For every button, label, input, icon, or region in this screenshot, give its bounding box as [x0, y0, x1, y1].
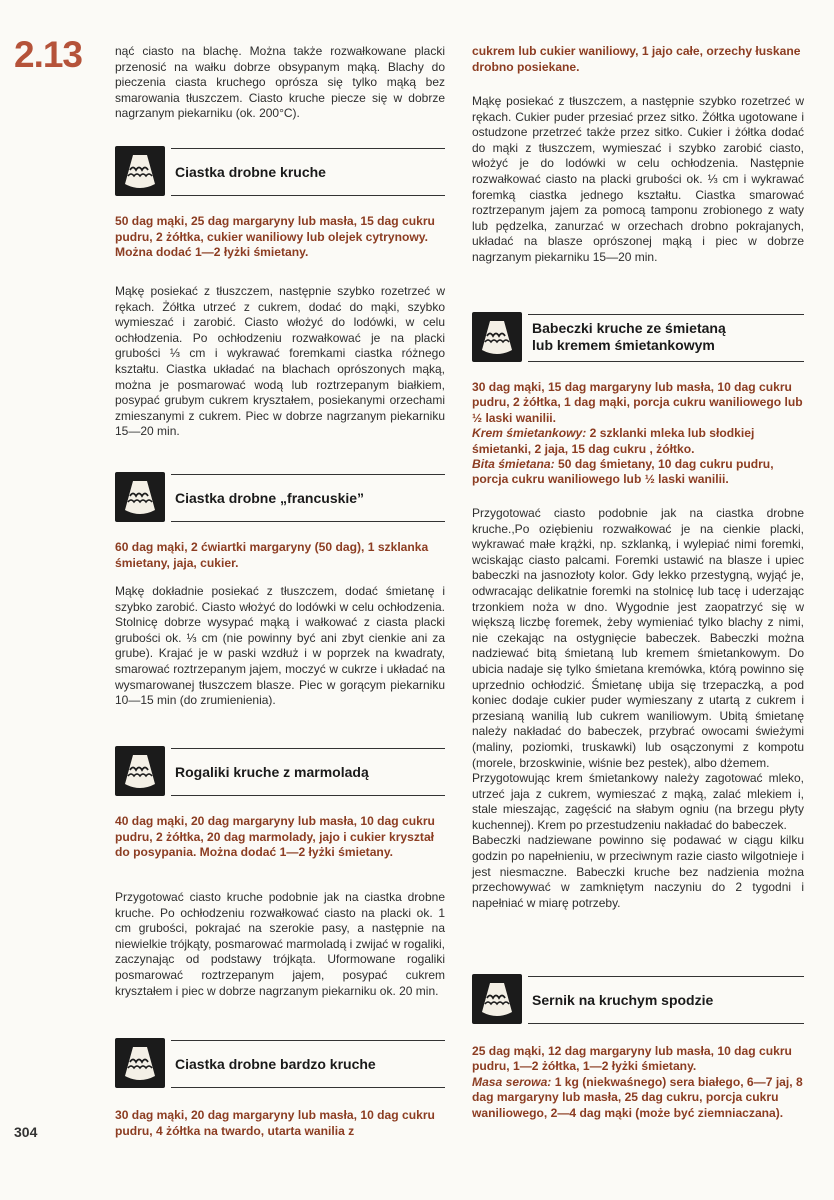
recipe-header-2	[115, 472, 445, 524]
ingredients-krem	[472, 426, 804, 457]
recipe-header-1	[115, 146, 445, 198]
cake-mold-icon	[115, 746, 165, 796]
krem-text: 2 szklanki mleka lub słodkiej śmietanki, 2 jaja, 15 dag cukru , żółtko.	[472, 426, 755, 456]
masa-text: 1 kg (niekwaśnego) sera białego, 6—7 jaj, 8 dag margaryny lub masła, 25 dag cukru, porcja cukru waniliowego, 2—4 dag mąki (może być ziemniaczana).	[472, 1074, 803, 1120]
ingredients-continued: cukrem lub cukier waniliowy, 1 jajo całe, orzechy łuskane drobno posiekane.	[472, 44, 801, 74]
method	[472, 506, 804, 911]
recipe-title-line-1: Babeczki kruche ze śmietaną	[532, 320, 726, 336]
recipe-header-3	[115, 746, 445, 798]
recipe-title: Ciastka drobne „francuskie”	[175, 490, 365, 506]
page-number: 304	[14, 1124, 38, 1140]
recipe-title: Ciastka drobne bardzo kruche	[175, 1056, 376, 1072]
ingredients: 30 dag mąki, 20 dag margaryny lub masła, 10 dag cukru pudru, 4 żółtka na twardo, utarta wanilia z	[115, 1108, 435, 1138]
recipe-title	[532, 320, 726, 354]
recipe-title: Rogaliki kruche z marmoladą	[175, 764, 369, 780]
cake-mold-icon	[115, 146, 165, 196]
method-paragraph: Mąkę posiekać z tłuszczem, a następnie szybko rozetrzeć w rękach. Cukier puder przesiać przez sitko. Żółtka ugotowane i ostudzone przetrzeć także przez sitko. Cukier i żółtka dodać do mąki z tłuszczem, wymieszać i szybko zarobić ciasto, włożyć je do lodówki w celu ochłodzenia. Następnie rozwałkować ciasto na placki grubości ok. ⅓ cm i wykrawać foremką ciastka jednego kształtu. Ciastka smarować roztrzepanym jajem za pomocą tamponu zrobionego z waty lub pędzelka, zanurzać w orzechach drobno pokrajanych, układać na blasze oprószonej mąką i piec w dobrze nagrzanym piekarniku 15—20 min.	[472, 94, 804, 264]
cake-mold-icon	[472, 974, 522, 1024]
ingredients-dough: 30 dag mąki, 15 dag margaryny lub masła, 10 dag cukru pudru, 2 żółtka, 1 dag mąki, porcja cukru waniliowego lub ½ laski wanilii.	[472, 380, 803, 425]
cake-mold-icon	[115, 1038, 165, 1088]
ingredients-bita	[472, 457, 804, 488]
intro-paragraph: nąć ciasto na blachę. Można także rozwałkowane placki przenosić na wałku dobrze obsypanym mąką. Blachy do pieczenia ciasta kruchego oprósza się tylko mąką bez smarowania tłuszczem. Ciasto kruche piecze się w dobrze nagrzanym piekarniku (ok. 200°C).	[115, 44, 445, 121]
ingredients: 40 dag mąki, 20 dag margaryny lub masła, 10 dag cukru pudru, 2 żółtka, 20 dag marmolady, jajo i cukier kryształ do posypania. Można dodać 1—2 łyżki śmietany.	[115, 814, 435, 860]
recipe-header-6	[472, 974, 804, 1026]
method-paragraph: Mąkę dokładnie posiekać z tłuszczem, dodać śmietanę i szybko zarobić. Ciasto włożyć do lodówki w celu ochłodzenia. Stolnicę dobrze wysypać mąką i wałkować z ciasta placki grubości ok. ⅓ cm (nie powinny być ani zbyt cienkie ani za grube). Krajać je w paski wzdłuż i w poprzek na kwadraty, smarować roztrzepanym jajem, moczyć w cukrze i układać na wysmarowanej tłuszczem blasze. Piec w gorącym piekarniku 10—15 min (do zrumienienia).	[115, 584, 445, 708]
cake-mold-icon	[472, 312, 522, 362]
recipe-title: Ciastka drobne kruche	[175, 164, 326, 180]
ingredients-masa	[472, 1075, 804, 1121]
method-paragraph: Babeczki nadziewane powinno się podawać w ciągu kilku godzin po napełnieniu, w przeciwnym razie ciasto wilgotnieje i jest niesmaczne. Babeczki kruche bez nadzienia można przechowywać w zamkniętym naczyniu do 2 tygodni i napełniać w miarę potrzeby.	[472, 833, 804, 910]
chapter-number: 2.13	[14, 34, 83, 75]
ingredients	[472, 380, 804, 488]
bita-label: Bita śmietana:	[472, 457, 555, 472]
recipe-header-4	[115, 1038, 445, 1090]
ingredients: 60 dag mąki, 2 ćwiartki margaryny (50 dag), 1 szklanka śmietany, jaja, cukier.	[115, 540, 429, 570]
masa-label: Masa serowa:	[472, 1074, 552, 1089]
method-paragraph: Przygotować ciasto podobnie jak na ciastka drobne kruche.,Po oziębieniu rozwałkować je na cienkie placki, wykrawać małe krążki, np. szklanką, i wylepiać nimi foremki, wciskając ciasto palcami. Foremki ustawić na blasze i upiec babeczki na jasnozłoty kolor. Gdy lekko przestygną, wyjąć je, odwracając delikatnie foremki na stolnicę lub tacę i uderzając trzonkiem noża w dno. Wygodnie jest zaopatrzyć się w większą liczbę foremek, żeby wymieniać tylko blachy z nimi, nie czekając na ostygnięcie babeczek. Babeczki można nadziewać bitą śmietaną lub kremem śmietankowym. Do ubicia nadaje się tylko śmietana kremówka, którą powinno się uprzednio ochłodzić. Śmietanę ubija się trzepaczką, a pod koniec dodaje cukier puder wymieszany z utartą z cukrem i przesianą wanilią lub cukrem waniliowym. Ubitą śmietanę należy nakładać do babeczek, przybrać owocami świeżymi (maliny, poziomki, truskawki) lub osączonymi z kompotu (morele, brzoskwinie, wiśnie bez pestek), albo dżemem.	[472, 506, 804, 770]
ingredients-dough: 25 dag mąki, 12 dag margaryny lub masła, 10 dag cukru pudru, 1—2 żółtka, 1—2 łyżki śmietany.	[472, 1044, 792, 1074]
method-paragraph: Mąkę posiekać z tłuszczem, następnie szybko rozetrzeć w rękach. Żółtka utrzeć z cukrem, dodać do mąki, szybko wymieszać i zarobić. Ciasto włożyć do lodówki, w celu ochłodzenia. Po ochłodzeniu rozwałkować je na placki grubości ⅓ cm i wykrawać foremkami ciastka różnego kształtu. Ciastka układać na blachach oprószonych mąką, można je posmarować wodą lub roztrzepanym białkiem, posypać grubym cukrem kryształem, posiekanymi orzechami zmieszanymi z cukrem. Piec w dobrze nagrzanym piekarniku 15—20 min.	[115, 284, 445, 439]
ingredients	[472, 1044, 804, 1121]
recipe-header-5	[472, 312, 804, 364]
bita-text: 50 dag śmietany, 10 dag cukru pudru, porcja cukru waniliowego lub ½ laski wanilii.	[472, 457, 774, 487]
ingredients: 50 dag mąki, 25 dag margaryny lub masła, 15 dag cukru pudru, 2 żółtka, cukier waniliowy lub olejek cytrynowy. Można dodać 1—2 łyżki śmietany.	[115, 214, 435, 260]
method-paragraph: Przygotowując krem śmietankowy należy zagotować mleko, utrzeć jaja z cukrem, wymieszać z mąką, zalać mlekiem i, stale mieszając, zagęścić na słabym ogniu (na brzegu płyty kuchennej). Krem po przestudzeniu nakładać do babeczek.	[472, 771, 804, 832]
cake-mold-icon	[115, 472, 165, 522]
method-paragraph: Przygotować ciasto kruche podobnie jak na ciastka drobne kruche. Po ochłodzeniu rozwałkować ciasto na placki ok. 1 cm grubości, pokrajać na szerokie pasy, a następnie na niewielkie trójkąty, posmarować marmoladą i zwijać w rogaliki, zaczynając od podstawy trójkąta. Uformowane rogaliki posmarować roztrzepanym jajem, posypać cukrem kryształem i piec w dobrze nagrzanym piekarniku ok. 20 min.	[115, 890, 445, 998]
krem-label: Krem śmietankowy:	[472, 426, 587, 441]
recipe-title-line-2: lub kremem śmietankowym	[532, 337, 715, 353]
recipe-title: Sernik na kruchym spodzie	[532, 992, 714, 1008]
